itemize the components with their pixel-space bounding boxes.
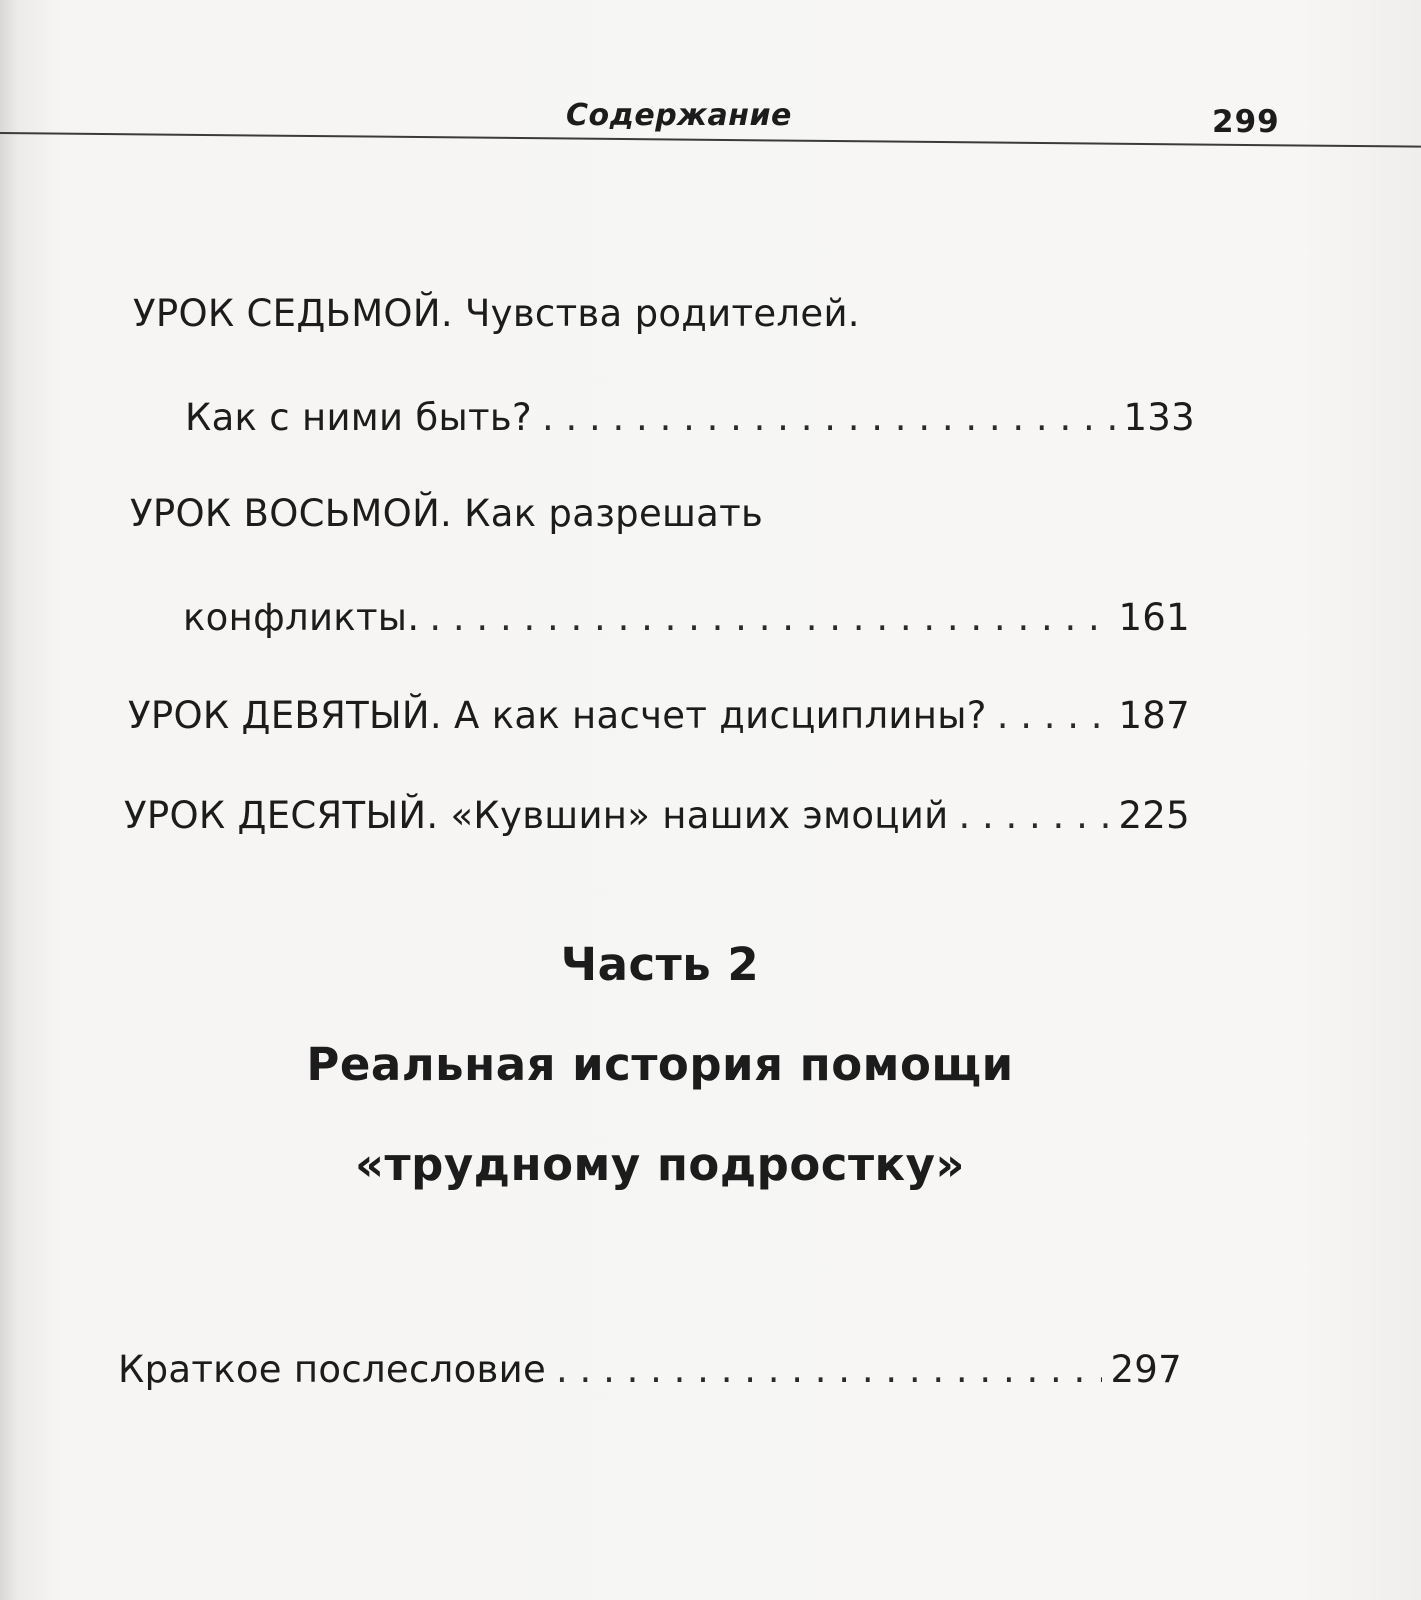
toc-page-number: 187	[1118, 694, 1190, 737]
toc-entry-text: УРОК ДЕСЯТЫЙ. «Кувшин» наших эмоций	[124, 794, 949, 837]
running-title: Содержание	[566, 98, 792, 133]
toc-entry-lesson10	[124, 794, 1190, 837]
page-number: 299	[1212, 104, 1280, 140]
toc-entry-text: конфликты.	[183, 596, 420, 639]
dot-leader	[429, 596, 1110, 639]
toc-page-number: 297	[1110, 1348, 1182, 1391]
toc-entry-lesson8-title: УРОК ВОСЬМОЙ. Как разрешать	[130, 492, 764, 535]
dot-leader	[958, 794, 1110, 837]
toc-entry-lesson8-continuation	[183, 596, 1190, 639]
dot-leader	[556, 1348, 1102, 1391]
toc-entry-afterword	[118, 1348, 1182, 1391]
dot-leader	[542, 396, 1116, 439]
part-title-line1: Реальная история помощи	[306, 1038, 1014, 1091]
toc-entry-lesson9	[128, 694, 1190, 737]
toc-entry-lesson7-continuation	[185, 396, 1195, 439]
toc-entry-lesson7-title: УРОК СЕДЬМОЙ. Чувства родителей.	[133, 292, 860, 335]
toc-entry-text: Краткое послесловие	[118, 1348, 547, 1391]
toc-entry-text: УРОК ДЕВЯТЫЙ. А как насчет дисциплины?	[128, 694, 987, 737]
toc-page-number: 133	[1123, 396, 1195, 439]
part-title-line2: «трудному подростку»	[354, 1138, 965, 1191]
toc-page-number: 225	[1118, 794, 1190, 837]
dot-leader	[997, 694, 1111, 737]
toc-entry-text: Как с ними быть?	[185, 396, 532, 439]
toc-page-number: 161	[1118, 596, 1190, 639]
page-header	[0, 90, 1421, 150]
part-label: Часть 2	[560, 938, 760, 991]
